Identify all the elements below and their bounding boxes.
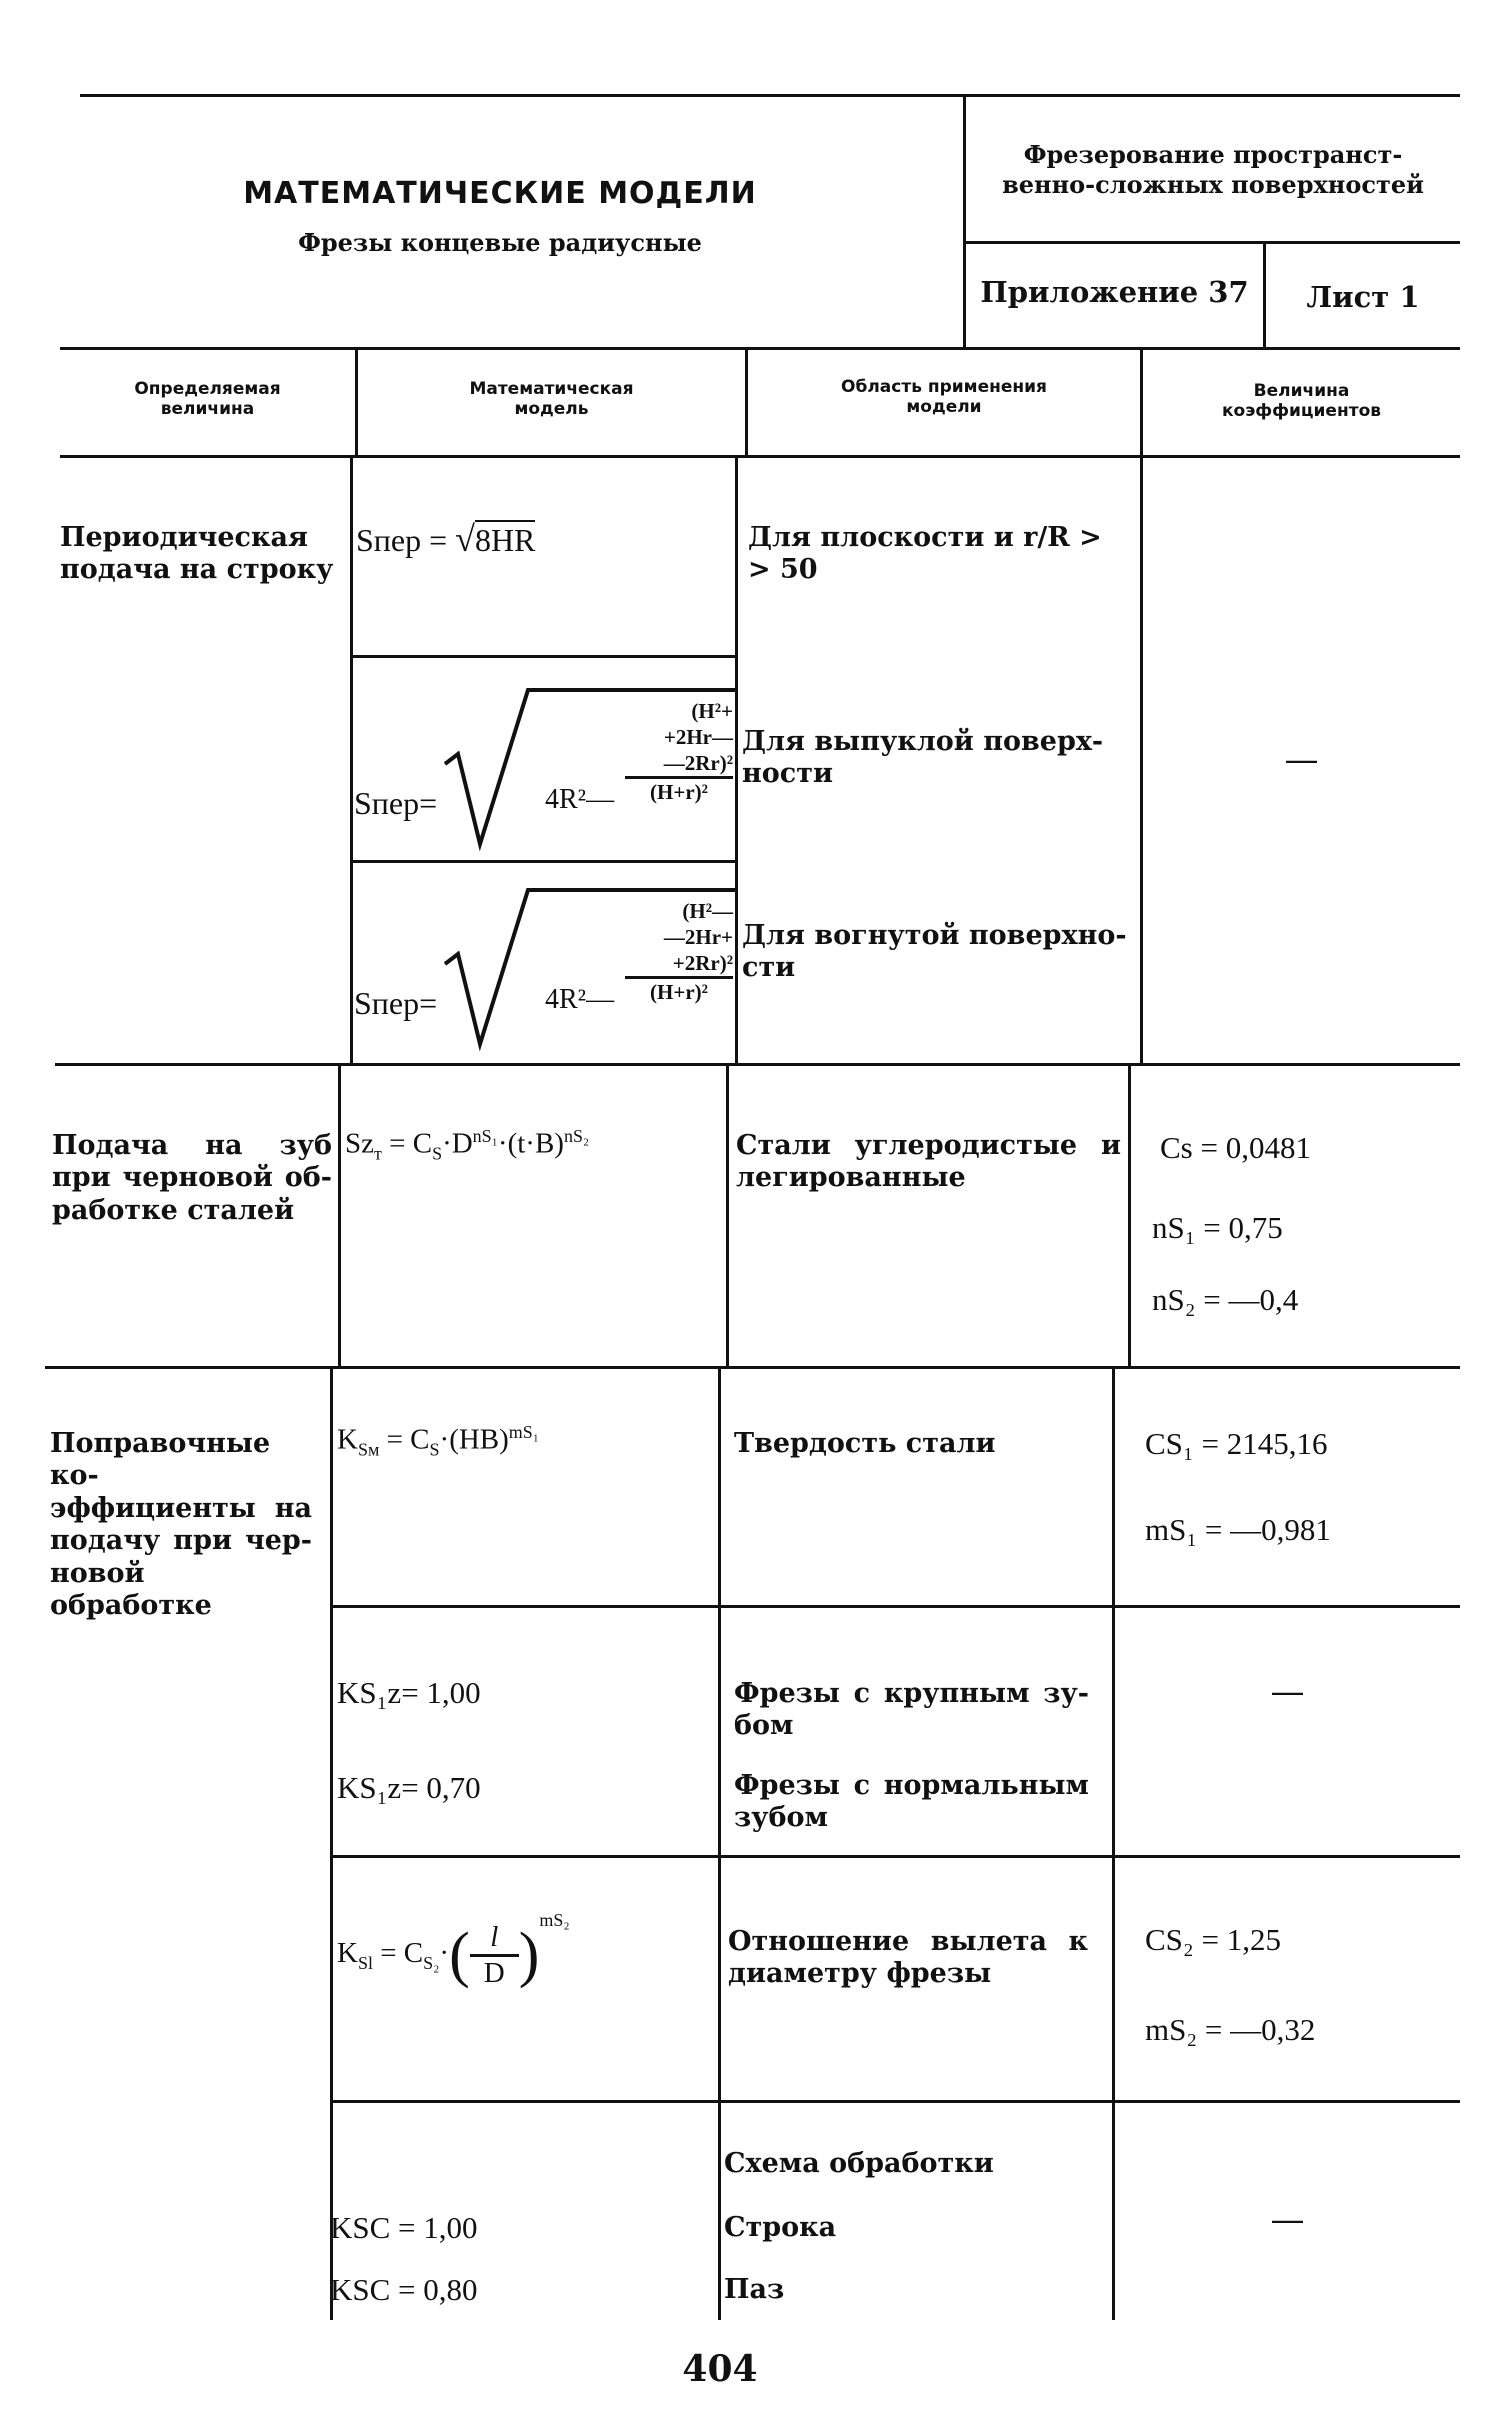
feed-coef-dash: — bbox=[1284, 740, 1319, 780]
s2-div-3 bbox=[1128, 1066, 1131, 1366]
feed-formula-flat bbox=[356, 518, 535, 560]
feed-formula-flat-radicand: 8HR bbox=[474, 522, 536, 558]
tooth-label-l2: при черновой об- bbox=[52, 1162, 332, 1194]
tooth-coef-cs: Cs = 0,0481 bbox=[1160, 1130, 1311, 1165]
section-title-line1: Фрезерование пространст- bbox=[1023, 140, 1403, 169]
tooth-coef-ns1: nS₁ = 0,75 bbox=[1152, 1210, 1283, 1245]
corr-label-l1: Поправочные ко- bbox=[50, 1428, 271, 1492]
feed-formula-concave-den: (H+r)² bbox=[625, 976, 733, 1005]
corr-formula-hardness-cs-sub: S bbox=[429, 1439, 440, 1460]
feed-formula-convex-num1: (H²+ bbox=[691, 699, 733, 723]
corr-formula-hardness-k-sub: Sм bbox=[357, 1439, 380, 1460]
s3-div-2 bbox=[718, 1369, 721, 2320]
paren-open-icon: ( bbox=[449, 1920, 470, 1989]
feed-area-flat-l2: > 50 bbox=[748, 554, 818, 586]
corr-formula-overhang-k-sub: Sl bbox=[357, 1952, 373, 1973]
corr-teeth-dash: — bbox=[1270, 1672, 1305, 1712]
corr-coef-ms2: mS₂ = —0,32 bbox=[1145, 2012, 1316, 2047]
header-top-rule bbox=[80, 94, 1460, 97]
s3-div-3 bbox=[1112, 1369, 1115, 2320]
corr-formula-hardness-exp: mS₁ bbox=[508, 1422, 540, 1442]
corr-formula-overhang-num: l bbox=[490, 1920, 499, 1953]
corr-area-slot: Паз bbox=[724, 2274, 785, 2305]
tooth-coef-ns2: nS₂ = —0,4 bbox=[1152, 1282, 1299, 1317]
corr-formula-hardness-hb: ·(HB) bbox=[439, 1423, 509, 1456]
feed-area-concave-l1: Для вогнутой поверхно- bbox=[742, 920, 1127, 951]
corr-scheme-dash: — bbox=[1270, 2200, 1305, 2240]
feed-area-convex-l2: ности bbox=[742, 758, 833, 790]
feed-area-concave bbox=[742, 920, 1132, 985]
corr-area-overhang-l1: Отношение вылета к bbox=[728, 1926, 1088, 1957]
feed-formula-concave-base: 4R²— bbox=[545, 984, 615, 1015]
tooth-formula bbox=[345, 1126, 589, 1164]
corr-area-hardness: Твердость стали bbox=[734, 1428, 996, 1459]
paren-close-icon: ) bbox=[518, 1920, 540, 1989]
s1-bottom-rule bbox=[55, 1063, 1460, 1066]
tooth-formula-tb: ·(t·B) bbox=[497, 1127, 564, 1160]
section-title-line2: венно-сложных поверхностей bbox=[1002, 170, 1424, 199]
corr-area-line: Строка bbox=[724, 2212, 837, 2243]
s2-bottom-rule bbox=[45, 1366, 1460, 1369]
tooth-area-l1: Стали углеродистые и bbox=[736, 1130, 1121, 1161]
col-header-area-l2: модели bbox=[906, 396, 982, 417]
corr-area-normal bbox=[734, 1770, 1089, 1835]
tooth-formula-d: ·D bbox=[442, 1127, 473, 1160]
corr-area-overhang bbox=[728, 1926, 1088, 1991]
tooth-area bbox=[736, 1130, 1121, 1195]
col-header-coefficients-l2: коэффициентов bbox=[1221, 400, 1382, 421]
feed-formula-concave-num1: (H²— bbox=[682, 899, 733, 923]
s3-subrule-3 bbox=[333, 2100, 1460, 2103]
corr-label-l2: эффициенты на bbox=[50, 1492, 312, 1524]
appendix-label: Приложение 37 bbox=[980, 275, 1249, 309]
corr-area-coarse-l1: Фрезы с крупным зу- bbox=[734, 1678, 1089, 1709]
tooth-formula-lhs: Sz bbox=[345, 1127, 374, 1160]
feed-formula-convex-num2: +2Hr— bbox=[663, 725, 733, 749]
feed-formula-convex-den: (H+r)² bbox=[625, 776, 733, 805]
sqrt-icon: √ bbox=[455, 519, 475, 559]
feed-label-l2: подача на строку bbox=[60, 554, 334, 586]
corr-formula-slot: KSC = 0,80 bbox=[330, 2272, 478, 2307]
col-header-coefficients bbox=[1143, 382, 1460, 421]
colhead-bottom-rule bbox=[60, 455, 1460, 458]
s3-subrule-2 bbox=[333, 1855, 1460, 1858]
feed-area-flat-l1: Для плоскости и r/R > bbox=[748, 522, 1102, 553]
col-header-model bbox=[358, 380, 745, 419]
feed-area-convex bbox=[742, 726, 1132, 791]
corr-formula-overhang-den: D bbox=[470, 1954, 519, 1990]
corr-area-coarse bbox=[734, 1678, 1089, 1743]
feed-formula-convex-num3: —2Rr)² bbox=[663, 751, 733, 775]
corr-area-scheme-head: Схема обработки bbox=[724, 2148, 994, 2179]
corr-formula-hardness-rest: = C bbox=[379, 1423, 430, 1456]
corr-label bbox=[50, 1428, 312, 1622]
page-subtitle: Фрезы концевые радиусные bbox=[298, 228, 702, 257]
s2-div-1 bbox=[338, 1066, 341, 1366]
col-header-quantity-l2: величина bbox=[160, 398, 255, 419]
col-header-coefficients-l1: Величина bbox=[1253, 381, 1350, 401]
page-number: 404 bbox=[682, 2348, 758, 2390]
corr-formula-overhang-cs-sub: S₂ bbox=[423, 1952, 440, 1973]
col-header-area-l1: Область применения bbox=[841, 377, 1047, 397]
feed-label-l1: Периодическая bbox=[60, 522, 308, 553]
col-header-model-l2: модель bbox=[514, 398, 589, 419]
feed-formula-concave-num2: —2Hr+ bbox=[663, 925, 733, 949]
feed-formula-concave-num3: +2Rr)² bbox=[672, 951, 733, 975]
s3-div-1 bbox=[330, 1369, 333, 2320]
corr-formula-overhang-exp: mS₂ bbox=[539, 1910, 570, 1930]
feed-area-flat bbox=[748, 522, 1133, 587]
feed-area-convex-l1: Для выпуклой поверх- bbox=[742, 726, 1104, 757]
tooth-formula-exp2: nS₂ bbox=[563, 1126, 590, 1146]
corr-coef-ms1: mS₁ = —0,981 bbox=[1145, 1512, 1331, 1547]
feed-formula-convex-lhs: Sпер= bbox=[354, 785, 438, 821]
tooth-label-l3: работке сталей bbox=[52, 1194, 295, 1226]
tooth-area-l2: легированные bbox=[736, 1162, 966, 1194]
feed-formula-convex-base: 4R²— bbox=[545, 784, 615, 815]
col-header-model-l1: Математическая bbox=[469, 379, 634, 399]
feed-formula-concave-lhs: Sпер= bbox=[354, 985, 438, 1021]
corr-area-coarse-l2: бом bbox=[734, 1710, 794, 1742]
s1-subrule-2 bbox=[350, 860, 738, 863]
feed-formula-convex-frac bbox=[625, 698, 733, 805]
corr-area-overhang-l2: диаметру фрезы bbox=[728, 1958, 992, 1990]
page-title: МАТЕМАТИЧЕСКИЕ МОДЕЛИ bbox=[243, 176, 757, 211]
tooth-formula-mid: = C bbox=[381, 1127, 433, 1160]
col-header-area bbox=[748, 378, 1140, 417]
corr-formula-overhang-eq: = C bbox=[372, 1937, 424, 1969]
section-title bbox=[966, 140, 1460, 200]
corr-formula-overhang bbox=[337, 1910, 570, 1991]
feed-formula-flat-eq: = bbox=[429, 522, 448, 558]
corr-label-l4: новой обработке bbox=[50, 1557, 212, 1621]
tooth-formula-exp1: nS₁ bbox=[472, 1126, 498, 1146]
header-right-rule bbox=[963, 241, 1460, 244]
col-header-quantity-l1: Определяемая bbox=[134, 379, 281, 399]
corr-area-normal-l2: зубом bbox=[734, 1802, 828, 1834]
feed-formula-flat-lhs: Sпер bbox=[356, 522, 422, 558]
header-divider bbox=[963, 94, 966, 347]
s1-subrule-1 bbox=[350, 655, 738, 658]
s3-subrule-1 bbox=[333, 1605, 1460, 1608]
corr-formula-overhang-frac bbox=[470, 1921, 519, 1990]
corr-formula-hardness-k: K bbox=[337, 1423, 358, 1456]
corr-formula-overhang-k: K bbox=[337, 1937, 358, 1969]
s1-div-1 bbox=[350, 458, 353, 1063]
sheet-label: Лист 1 bbox=[1306, 280, 1420, 314]
feed-area-concave-l2: сти bbox=[742, 952, 796, 984]
corr-coef-cs1: CS₁ = 2145,16 bbox=[1145, 1426, 1328, 1461]
tooth-label-l1: Подача на зуб bbox=[52, 1130, 332, 1161]
s2-div-2 bbox=[726, 1066, 729, 1366]
feed-label bbox=[60, 522, 345, 587]
corr-formula-coarse: KS₁z= 1,00 bbox=[337, 1675, 481, 1710]
corr-area-normal-l1: Фрезы с нормальным bbox=[734, 1770, 1089, 1801]
corr-formula-hardness bbox=[337, 1422, 539, 1460]
corr-label-l3: подачу при чер- bbox=[50, 1525, 312, 1557]
tooth-formula-lhs-sub: т bbox=[374, 1143, 382, 1164]
col-header-quantity bbox=[60, 380, 355, 419]
feed-formula-concave-frac bbox=[625, 898, 733, 1005]
corr-formula-line: KSC = 1,00 bbox=[330, 2210, 478, 2245]
corr-coef-cs2: CS₂ = 1,25 bbox=[1145, 1922, 1281, 1957]
header-bottom-rule bbox=[60, 347, 1460, 350]
corr-formula-normal: KS₁z= 0,70 bbox=[337, 1770, 481, 1805]
tooth-label bbox=[52, 1130, 332, 1227]
corr-formula-overhang-dot: · bbox=[439, 1937, 450, 1969]
tooth-formula-cs-sub: S bbox=[432, 1143, 443, 1164]
